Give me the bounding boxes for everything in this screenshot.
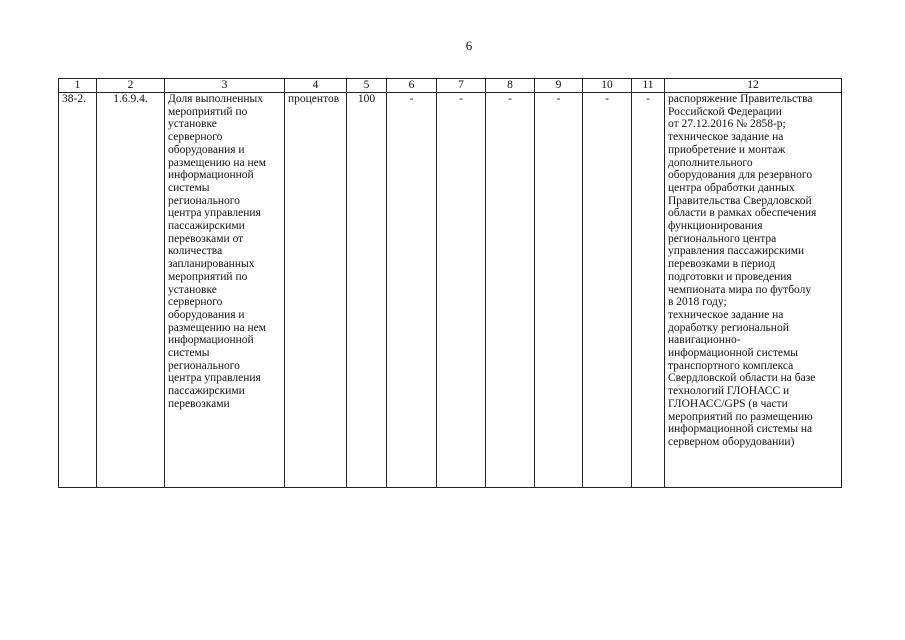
indicator-name-line: информационной — [168, 169, 254, 182]
value-cell: - — [387, 93, 437, 488]
source-document-line: оборудования для резервного — [668, 169, 813, 182]
indicator-name-line: размещению на нем — [168, 321, 267, 334]
column-header: 7 — [437, 79, 486, 93]
source-document-line: подготовки и проведения — [668, 270, 792, 283]
source-document-line: управления пассажирскими — [668, 245, 805, 258]
source-document-line: навигационно- — [668, 334, 741, 347]
value-cell: 100 — [347, 93, 387, 488]
value-cell: - — [486, 93, 535, 488]
source-document-line: информационной системы на — [668, 423, 813, 436]
table-header-row — [59, 79, 842, 93]
indicator-name-line: установке — [168, 283, 217, 296]
source-document-line: от 27.12.2016 № 2858-р; — [668, 118, 786, 131]
source-document-line: приобретение и монтаж — [668, 143, 786, 156]
source-document-line: Российской Федерации — [668, 105, 782, 118]
row-number: 38-2. — [59, 93, 97, 488]
indicator-name-line: серверного — [168, 131, 223, 144]
indicator-name-line: системы — [168, 181, 210, 194]
indicator-name-line: информационной — [168, 334, 254, 347]
indicator-name-lines — [168, 93, 281, 411]
indicator-table — [58, 78, 842, 488]
column-header: 3 — [165, 79, 285, 93]
table-row — [59, 93, 842, 488]
indicator-name-line: оборудования и — [168, 143, 245, 156]
indicator-name-line: серверного — [168, 296, 223, 309]
column-header: 1 — [59, 79, 97, 93]
source-document-line: в 2018 году; — [668, 296, 727, 309]
value-cell: - — [583, 93, 632, 488]
source-document-line: центра обработки данных — [668, 181, 795, 194]
indicator-name-line: размещению на нем — [168, 156, 267, 169]
source-document-line: ГЛОНАСС/GPS (в части — [668, 397, 788, 410]
indicator-name-line: Доля выполненных — [168, 93, 264, 105]
source-document-line: техническое задание на — [668, 308, 784, 321]
column-header: 8 — [486, 79, 535, 93]
column-header: 12 — [665, 79, 842, 93]
row-code: 1.6.9.4. — [97, 93, 165, 488]
source-document-line: Правительства Свердловской — [668, 194, 812, 207]
source-document-line: Свердловской области на базе — [668, 372, 816, 385]
column-header: 10 — [583, 79, 632, 93]
unit-cell: процентов — [285, 93, 347, 488]
column-header: 11 — [632, 79, 665, 93]
indicator-name-line: перевозками от — [168, 232, 244, 245]
indicator-name-line: оборудования и — [168, 308, 245, 321]
value-cell: - — [632, 93, 665, 488]
indicator-name-line: центра управления — [168, 207, 261, 220]
source-document-line: транспортного комплекса — [668, 359, 794, 372]
indicator-name-line: пассажирскими — [168, 385, 245, 398]
source-document-line: техническое задание на — [668, 131, 784, 144]
indicator-name-line: пассажирскими — [168, 220, 245, 233]
indicator-name-line: перевозками — [168, 397, 230, 410]
indicator-name — [165, 93, 285, 488]
source-document-line: функционирования — [668, 220, 763, 233]
indicator-name-line: системы — [168, 347, 210, 360]
indicator-name-line: мероприятий по — [168, 105, 248, 118]
indicator-name-line: запланированных — [168, 258, 255, 271]
column-header: 9 — [535, 79, 583, 93]
column-header: 2 — [97, 79, 165, 93]
source-document-line: чемпионата мира по футболу — [668, 283, 812, 296]
column-header: 4 — [285, 79, 347, 93]
indicator-name-line: регионального — [168, 194, 240, 207]
source-document-line: серверном оборудовании) — [668, 435, 795, 448]
source-document-line: перевозками в период — [668, 258, 776, 271]
indicator-name-line: количества — [168, 245, 223, 258]
source-document-line: распоряжение Правительства — [668, 93, 813, 105]
source-document-line: регионального центра — [668, 232, 777, 245]
source-document-line: информационной системы — [668, 347, 799, 360]
source-document-line: мероприятий по размещению — [668, 410, 813, 423]
value-cell: - — [437, 93, 486, 488]
source-document-line: доработку региональной — [668, 321, 789, 334]
value-cell: - — [535, 93, 583, 488]
source-document-line: области в рамках обеспечения — [668, 207, 817, 220]
column-header: 6 — [387, 79, 437, 93]
source-document-line: технологий ГЛОНАСС и — [668, 385, 790, 398]
indicator-name-line: регионального — [168, 359, 240, 372]
page-number: 6 — [465, 38, 473, 53]
source-document — [665, 93, 842, 488]
column-header: 5 — [347, 79, 387, 93]
indicator-name-line: установке — [168, 118, 217, 131]
indicator-name-line: мероприятий по — [168, 270, 248, 283]
source-document-lines — [668, 93, 838, 449]
indicator-name-line: центра управления — [168, 372, 261, 385]
source-document-line: дополнительного — [668, 156, 753, 169]
